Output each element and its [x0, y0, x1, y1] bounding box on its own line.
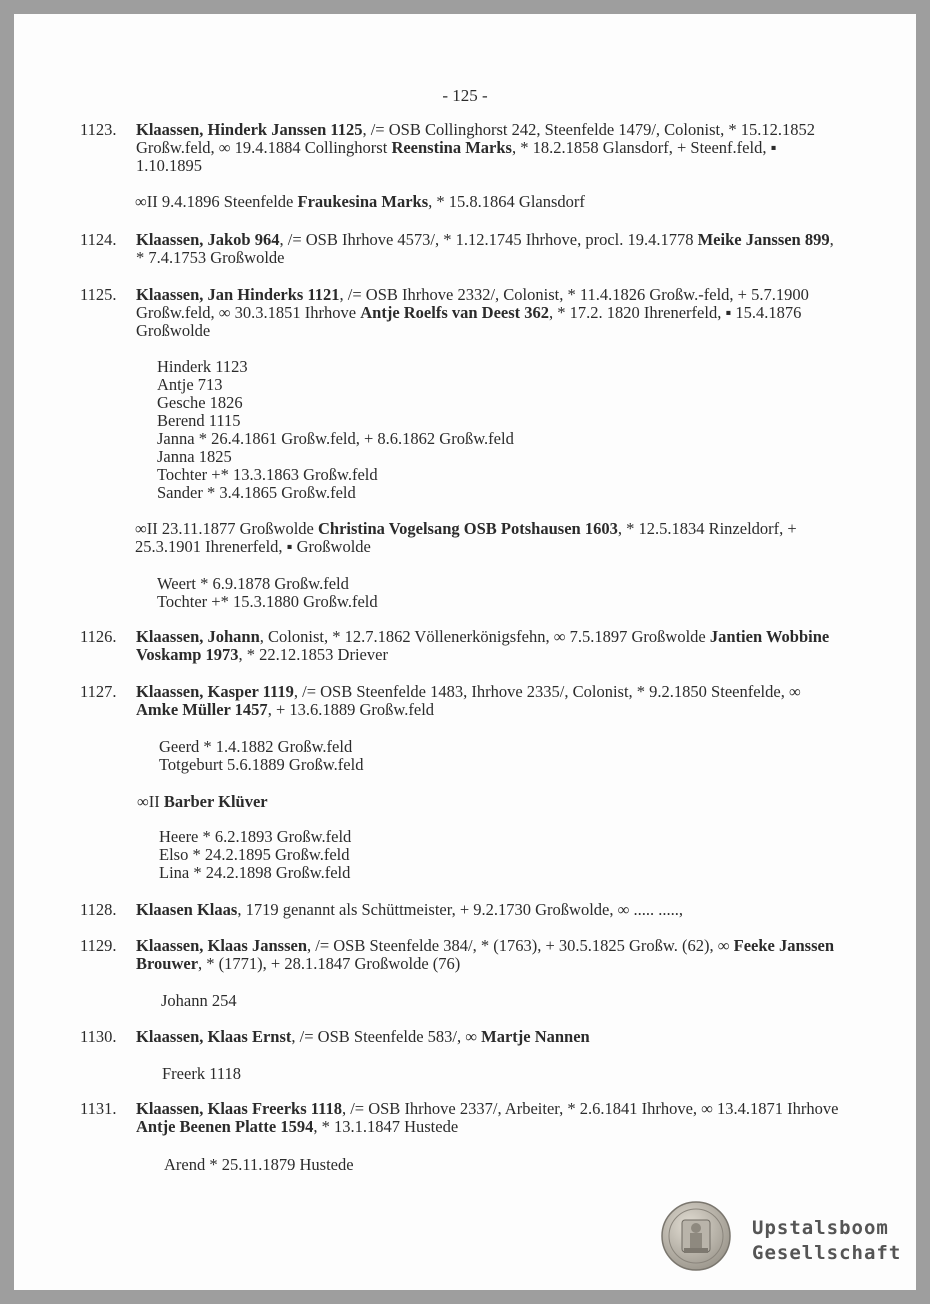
entry-name: Klaassen, Hinderk Janssen 1125	[136, 120, 363, 139]
marriage-prefix: ∞II	[137, 792, 164, 811]
child-entry: Janna 1825	[157, 447, 232, 466]
entry-text: , /= OSB Ihrhove 4573/, * 1.12.1745 Ihrhove, procl. 19.4.1778	[279, 230, 698, 249]
entry-name: Klaasen Klaas	[136, 900, 238, 919]
entry-text: , * 18.2.1858 Glansdorf, + Steenf.feld, ▪ 1.10.1895	[136, 138, 777, 175]
child-entry: Lina * 24.2.1898 Großw.feld	[159, 863, 351, 882]
spouse-name: Reenstina Marks	[391, 138, 512, 157]
entry-name: Klaassen, Jan Hinderks 1121	[136, 285, 340, 304]
entry-text: , * 17.2. 1820 Ihrenerfeld, ▪ 15.4.1876 Großwolde	[136, 303, 802, 340]
entry-number: 1126.	[80, 627, 117, 646]
child-entry: Janna * 26.4.1861 Großw.feld, + 8.6.1862 Großw.feld	[157, 429, 514, 448]
child-entry: Berend 1115	[157, 411, 241, 430]
child-entry: Hinderk 1123	[157, 357, 248, 376]
entry-text: , /= OSB Collinghorst 242, Steenfelde 1479/, Colonist, * 15.12.1852 Großw.feld, ∞ 19.4.1884 Collinghorst	[136, 120, 815, 157]
children-list	[164, 1156, 354, 1174]
child-entry: Gesche 1826	[157, 393, 243, 412]
marriage-prefix: ∞II 9.4.1896 Steenfelde	[135, 192, 298, 211]
spouse-name: Fraukesina Marks	[297, 192, 429, 211]
entry-1131	[80, 1100, 840, 1136]
entry-1123	[80, 121, 840, 175]
children-list	[157, 358, 514, 502]
child-entry: Tochter +* 13.3.1863 Großw.feld	[157, 465, 378, 484]
child-entry: Geerd * 1.4.1882 Großw.feld	[159, 737, 353, 756]
spouse-name: Martje Nannen	[481, 1027, 590, 1046]
entry-text: , * 13.1.1847 Hustede	[313, 1117, 459, 1136]
entry-text: , /= OSB Steenfelde 384/, * (1763), + 30.5.1825 Großw. (62), ∞	[307, 936, 734, 955]
entry-text: , * 7.4.1753 Großwolde	[136, 230, 834, 267]
entry-number: 1127.	[80, 682, 117, 701]
spouse-name: Antje Roelfs van Deest 362	[360, 303, 550, 322]
entry-text: , * 22.12.1853 Driever	[238, 645, 388, 664]
publisher-logo	[660, 1200, 908, 1280]
entry-number: 1130.	[80, 1027, 117, 1046]
second-marriage	[137, 793, 837, 811]
entry-text: , /= OSB Ihrhove 2332/, Colonist, * 11.4.1826 Großw.-feld, + 5.7.1900 Großw.feld, ∞ 30.3.1851 Ihrhove	[136, 285, 809, 322]
logo-line-1: Upstalsboom	[752, 1217, 889, 1239]
marriage-text: , * 12.5.1834 Rinzeldorf, + 25.3.1901 Ihrenerfeld, ▪ Großwolde	[135, 519, 797, 556]
entry-text: , Colonist, * 12.7.1862 Völlenerkönigsfehn, ∞ 7.5.1897 Großwolde	[259, 627, 710, 646]
child-entry: Weert * 6.9.1878 Großw.feld	[157, 574, 349, 593]
entry-number: 1123.	[80, 120, 117, 139]
entry-1124	[80, 231, 840, 267]
entry-name: Klaassen, Kasper 1119	[136, 682, 294, 701]
entry-number: 1131.	[80, 1099, 117, 1118]
marriage-prefix: ∞II 23.11.1877 Großwolde	[135, 519, 318, 538]
second-marriage	[135, 193, 835, 211]
child-entry: Freerk 1118	[162, 1064, 241, 1083]
logo-text	[752, 1216, 901, 1266]
spouse-name: Feeke Janssen Brouwer	[136, 936, 835, 973]
spouse-name: Amke Müller 1457	[136, 700, 268, 719]
entry-number: 1125.	[80, 285, 117, 304]
spouse-name: Christina Vogelsang OSB Potshausen 1603	[318, 519, 618, 538]
children-list	[161, 992, 237, 1010]
logo-line-2: Gesellschaft	[752, 1242, 902, 1264]
entry-1128	[80, 901, 840, 919]
spouse-name: Meike Janssen 899	[697, 230, 830, 249]
spouse-name: Antje Beenen Platte 1594	[136, 1117, 314, 1136]
entry-text: , /= OSB Steenfelde 1483, Ihrhove 2335/, Colonist, * 9.2.1850 Steenfelde, ∞	[293, 682, 801, 701]
entry-name: Klaassen, Johann	[136, 627, 260, 646]
page-number: - 125 -	[442, 86, 488, 105]
entry-name: Klaassen, Klaas Freerks 1118	[136, 1099, 342, 1118]
child-entry: Elso * 24.2.1895 Großw.feld	[159, 845, 350, 864]
child-entry: Sander * 3.4.1865 Großw.feld	[157, 483, 356, 502]
entry-1127	[80, 683, 840, 719]
entry-number: 1129.	[80, 936, 117, 955]
entry-name: Klaassen, Jakob 964	[136, 230, 280, 249]
entry-text: , /= OSB Steenfelde 583/, ∞	[291, 1027, 482, 1046]
child-entry: Tochter +* 15.3.1880 Großw.feld	[157, 592, 378, 611]
children-list	[159, 828, 351, 882]
child-entry: Arend * 25.11.1879 Hustede	[164, 1155, 354, 1174]
marriage-text: , * 15.8.1864 Glansdorf	[428, 192, 585, 211]
child-entry: Totgeburt 5.6.1889 Großw.feld	[159, 755, 364, 774]
child-entry: Heere * 6.2.1893 Großw.feld	[159, 827, 352, 846]
seal-icon	[660, 1200, 732, 1272]
entry-number: 1124.	[80, 230, 117, 249]
children-list	[162, 1065, 241, 1083]
child-entry: Johann 254	[161, 991, 237, 1010]
child-entry: Antje 713	[157, 375, 223, 394]
entry-text: , + 13.6.1889 Großw.feld	[267, 700, 435, 719]
entry-name: Klaassen, Klaas Janssen	[136, 936, 307, 955]
children-list	[157, 575, 378, 611]
entry-text: , /= OSB Ihrhove 2337/, Arbeiter, * 2.6.1841 Ihrhove, ∞ 13.4.1871 Ihrhove	[341, 1099, 839, 1118]
spouse-name: Jantien Wobbine Voskamp 1973	[136, 627, 830, 664]
entry-1130	[80, 1028, 840, 1046]
spouse-name: Barber Klüver	[163, 792, 268, 811]
entry-1129	[80, 937, 840, 973]
entry-1125	[80, 286, 840, 340]
children-list	[159, 738, 363, 774]
entry-name: Klaassen, Klaas Ernst	[136, 1027, 292, 1046]
entry-number: 1128.	[80, 900, 117, 919]
entry-text: , * (1771), + 28.1.1847 Großwolde (76)	[198, 954, 461, 973]
entry-1126	[80, 628, 840, 664]
entry-text: , 1719 genannt als Schüttmeister, + 9.2.1730 Großwolde, ∞ ..... .....,	[237, 900, 683, 919]
second-marriage	[135, 520, 835, 556]
